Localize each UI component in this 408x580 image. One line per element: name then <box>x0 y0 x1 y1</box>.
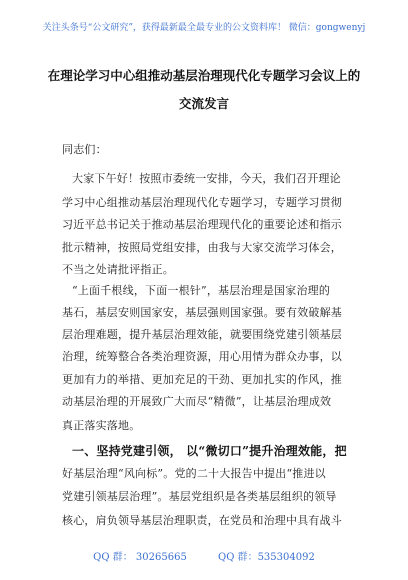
body-line: 更加有力的举措、更加充足的干劲、更加扎实的作风，推 <box>62 373 342 386</box>
body-line: 学习中心组推动基层治理现代化专题学习，专题学习贯彻 <box>62 196 342 209</box>
page-footer <box>0 548 408 563</box>
footer-qq-group-1: QQ 群： 30265665 <box>93 552 187 563</box>
body-line: 基石，基层安则国家安，基层强则国家强。要有效破解基 <box>62 306 342 319</box>
body-line: 党建引领基层治理”。基层党组织是各类基层组织的领导 <box>62 490 337 503</box>
body-line: “上面千根线，下面一根针”，基层治理是国家治理的 <box>72 284 331 297</box>
body-line: 好基层治理“风向标”。党的二十大报告中提出“推进以 <box>62 467 326 480</box>
document-title-line-1: 在理论学习中心组推动基层治理现代化专题学习会议上的 <box>47 68 361 83</box>
body-line: 大家下午好！按照市委统一安排，今天，我们召开理论 <box>72 172 341 185</box>
body-line: 核心，肩负领导基层治理职责，在党员和治理中具有战斗 <box>62 514 342 527</box>
footer-qq-group-2: QQ 群：535304092 <box>218 552 315 563</box>
body-line: 习近平总书记关于推动基层治理现代化的重要论述和指示 <box>62 218 342 231</box>
body-line: 层治理难题，提升基层治理效能，就要围绕党建引领基层 <box>62 328 342 341</box>
body-line: 真正落实落地。 <box>62 419 141 432</box>
body-line: 治理，统筹整合各类治理资源，用心用情为群众办事，以 <box>62 350 342 363</box>
section-heading: 一、坚持党建引领， 以“微切口”提升治理效能，把 <box>72 444 347 458</box>
salutation: 同志们： <box>62 143 107 156</box>
body-line: 不当之处请批评指正。 <box>62 263 174 276</box>
body-line: 批示精神，按照局党组安排，由我与大家交流学习体会， <box>62 241 342 254</box>
body-line: 动基层治理的开展致广大而尽“精微”，让基层治理成效 <box>62 395 332 408</box>
document-title-line-2: 交流发言 <box>178 96 229 111</box>
page-header-banner: 关注头条号“公文研究”，获得最新最全最专业的公文资料库！ 微信：gongwenyj <box>42 23 366 33</box>
